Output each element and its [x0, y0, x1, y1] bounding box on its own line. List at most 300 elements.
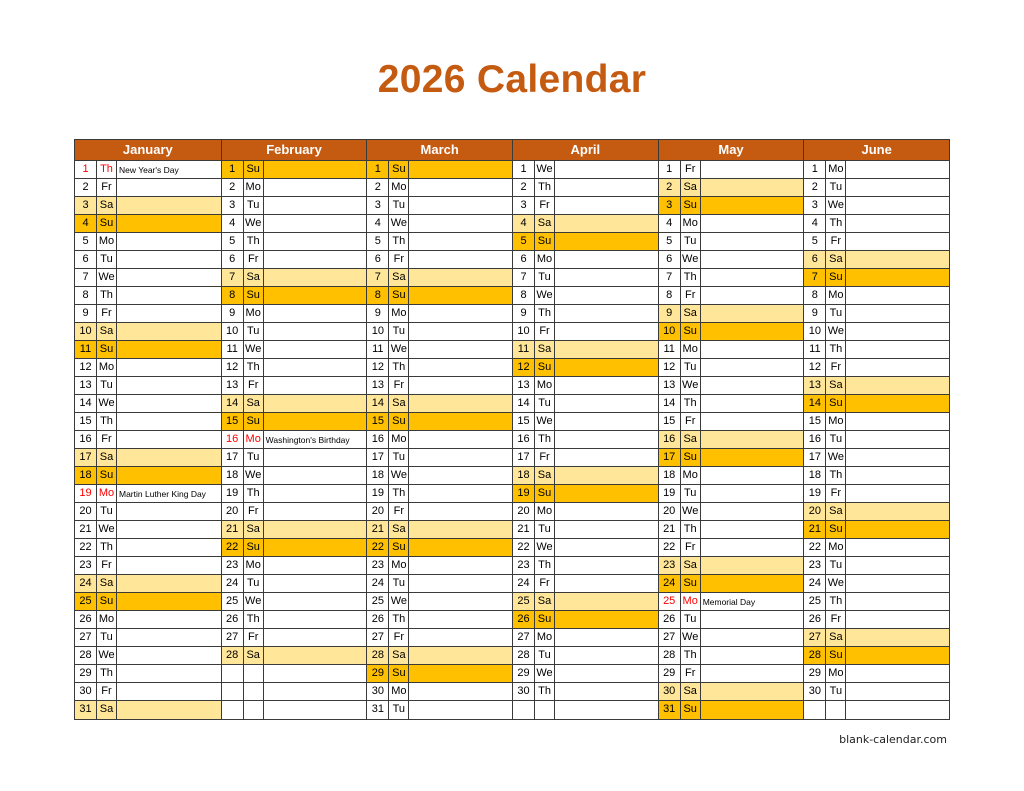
notes-cell [264, 323, 367, 340]
day-number: 12 [513, 359, 535, 376]
day-number: 7 [367, 269, 389, 286]
day-row [75, 377, 221, 395]
weekday-abbr: We [389, 467, 409, 484]
weekday-abbr: Th [826, 467, 846, 484]
day-number: 16 [804, 431, 826, 448]
day-number: 23 [222, 557, 244, 574]
day-number: 18 [222, 467, 244, 484]
day-number: 3 [804, 197, 826, 214]
day-number: 5 [75, 233, 97, 250]
notes-cell [117, 611, 221, 628]
day-row [804, 395, 949, 413]
day-row [513, 431, 658, 449]
notes-cell [117, 521, 221, 538]
day-number: 12 [367, 359, 389, 376]
day-row [659, 575, 804, 593]
day-number: 26 [222, 611, 244, 628]
day-number: 14 [659, 395, 681, 412]
notes-cell [555, 575, 658, 592]
weekday-abbr: Su [681, 323, 701, 340]
day-number: 16 [367, 431, 389, 448]
notes-cell [409, 341, 512, 358]
day-row [513, 611, 658, 629]
day-row [222, 197, 367, 215]
day-number: 25 [367, 593, 389, 610]
day-number: 9 [75, 305, 97, 322]
day-row [513, 395, 658, 413]
weekday-abbr: Fr [681, 665, 701, 682]
weekday-abbr: We [97, 395, 117, 412]
day-number: 26 [367, 611, 389, 628]
weekday-abbr: Mo [535, 503, 555, 520]
weekday-abbr: Tu [244, 323, 264, 340]
weekday-abbr: Fr [535, 197, 555, 214]
day-row [513, 305, 658, 323]
weekday-abbr: Tu [244, 197, 264, 214]
day-number: 29 [659, 665, 681, 682]
weekday-abbr: Tu [681, 233, 701, 250]
notes-cell [555, 485, 658, 502]
weekday-abbr: We [535, 161, 555, 178]
weekday-abbr: Tu [535, 269, 555, 286]
holiday-row [222, 431, 367, 449]
day-row [659, 341, 804, 359]
day-number: 10 [222, 323, 244, 340]
weekday-abbr: We [389, 341, 409, 358]
day-row [222, 485, 367, 503]
day-number: 11 [513, 341, 535, 358]
day-number: 8 [367, 287, 389, 304]
day-row [75, 701, 221, 719]
day-row [222, 539, 367, 557]
weekday-abbr: Sa [535, 593, 555, 610]
weekday-abbr: Tu [244, 449, 264, 466]
day-number: 5 [513, 233, 535, 250]
weekday-abbr: Th [681, 395, 701, 412]
weekday-abbr: We [535, 413, 555, 430]
notes-cell [264, 359, 367, 376]
day-row [804, 377, 949, 395]
day-number: 22 [75, 539, 97, 556]
notes-cell [409, 593, 512, 610]
notes-cell [555, 611, 658, 628]
notes-cell [846, 665, 949, 682]
day-number: 2 [222, 179, 244, 196]
notes-cell [117, 683, 221, 700]
notes-cell [264, 233, 367, 250]
holiday-label: Martin Luther King Day [119, 489, 206, 499]
notes-cell [846, 539, 949, 556]
day-row [367, 305, 512, 323]
weekday-abbr: Tu [389, 575, 409, 592]
holiday-label: New Year's Day [119, 165, 179, 175]
day-number: 22 [222, 539, 244, 556]
notes-cell [264, 701, 367, 719]
notes-cell [701, 215, 804, 232]
notes-cell [555, 197, 658, 214]
day-number: 28 [513, 647, 535, 664]
notes-cell [701, 197, 804, 214]
weekday-abbr: Sa [826, 251, 846, 268]
notes-cell [264, 395, 367, 412]
day-number: 27 [222, 629, 244, 646]
day-row [513, 575, 658, 593]
day-number [804, 701, 826, 719]
notes-cell [701, 575, 804, 592]
day-number: 2 [75, 179, 97, 196]
day-number: 29 [75, 665, 97, 682]
day-number: 8 [659, 287, 681, 304]
notes-cell [555, 467, 658, 484]
day-number: 20 [75, 503, 97, 520]
weekday-abbr: Th [97, 413, 117, 430]
day-number: 4 [367, 215, 389, 232]
day-number: 5 [804, 233, 826, 250]
weekday-abbr: Tu [389, 449, 409, 466]
day-row [222, 287, 367, 305]
day-row [804, 539, 949, 557]
weekday-abbr: Th [97, 539, 117, 556]
day-number: 17 [804, 449, 826, 466]
month-header: February [222, 140, 367, 161]
day-row [222, 611, 367, 629]
day-number: 24 [659, 575, 681, 592]
day-number: 29 [513, 665, 535, 682]
notes-cell [409, 251, 512, 268]
day-row [659, 665, 804, 683]
weekday-abbr: Th [826, 341, 846, 358]
day-number: 14 [75, 395, 97, 412]
day-number [513, 701, 535, 719]
month-april [512, 140, 658, 719]
day-row [804, 413, 949, 431]
day-row [222, 413, 367, 431]
day-number: 8 [75, 287, 97, 304]
day-number: 6 [222, 251, 244, 268]
notes-cell [264, 647, 367, 664]
month-header: March [367, 140, 512, 161]
day-row [222, 359, 367, 377]
day-number: 30 [659, 683, 681, 700]
day-number: 14 [367, 395, 389, 412]
weekday-abbr: Su [389, 287, 409, 304]
day-number: 12 [804, 359, 826, 376]
notes-cell [555, 593, 658, 610]
notes-cell [846, 287, 949, 304]
month-may [658, 140, 804, 719]
holiday-row [659, 593, 804, 611]
notes-cell [846, 629, 949, 646]
day-row [513, 413, 658, 431]
notes-cell [264, 377, 367, 394]
day-number: 13 [367, 377, 389, 394]
weekday-abbr: Mo [826, 413, 846, 430]
day-row [804, 179, 949, 197]
day-number: 15 [659, 413, 681, 430]
day-number: 31 [367, 701, 389, 719]
weekday-abbr: Sa [97, 701, 117, 719]
day-number: 23 [367, 557, 389, 574]
day-number: 30 [513, 683, 535, 700]
weekday-abbr: Su [826, 647, 846, 664]
empty-day-row [513, 701, 658, 719]
day-number: 22 [513, 539, 535, 556]
weekday-abbr: Tu [97, 377, 117, 394]
weekday-abbr: Sa [681, 305, 701, 322]
page-title: 2026 Calendar [377, 58, 647, 101]
weekday-abbr: Mo [244, 431, 264, 448]
weekday-abbr [244, 701, 264, 719]
day-number: 10 [804, 323, 826, 340]
weekday-abbr: Fr [389, 377, 409, 394]
notes-cell [409, 215, 512, 232]
weekday-abbr: Sa [681, 431, 701, 448]
notes-cell [117, 377, 221, 394]
day-number: 6 [75, 251, 97, 268]
day-row [367, 215, 512, 233]
notes-cell [846, 179, 949, 196]
day-number: 1 [659, 161, 681, 178]
weekday-abbr: Fr [244, 503, 264, 520]
weekday-abbr: Th [535, 179, 555, 196]
day-number: 10 [513, 323, 535, 340]
weekday-abbr: We [826, 449, 846, 466]
weekday-abbr: Mo [244, 557, 264, 574]
notes-cell [117, 665, 221, 682]
notes-cell [117, 197, 221, 214]
day-row [804, 521, 949, 539]
notes-cell [846, 431, 949, 448]
notes-cell [555, 215, 658, 232]
month-march [366, 140, 512, 719]
weekday-abbr: Su [389, 413, 409, 430]
weekday-abbr: Fr [97, 557, 117, 574]
day-row [513, 665, 658, 683]
day-number: 14 [222, 395, 244, 412]
notes-cell [117, 449, 221, 466]
day-number: 4 [513, 215, 535, 232]
weekday-abbr: Sa [97, 449, 117, 466]
day-row [75, 593, 221, 611]
weekday-abbr: Sa [389, 269, 409, 286]
notes-cell [117, 341, 221, 358]
weekday-abbr: We [826, 575, 846, 592]
notes-cell [264, 269, 367, 286]
day-row [513, 503, 658, 521]
day-row [222, 269, 367, 287]
month-header: January [75, 140, 221, 161]
day-row [804, 269, 949, 287]
weekday-abbr: Su [244, 287, 264, 304]
day-row [659, 701, 804, 719]
notes-cell [846, 683, 949, 700]
weekday-abbr: Fr [535, 449, 555, 466]
weekday-abbr: Tu [826, 179, 846, 196]
day-row [513, 485, 658, 503]
holiday-label: Washington's Birthday [265, 435, 350, 445]
day-number: 29 [367, 665, 389, 682]
notes-cell [846, 575, 949, 592]
weekday-abbr: Mo [681, 593, 701, 610]
weekday-abbr: Tu [97, 503, 117, 520]
weekday-abbr [826, 701, 846, 719]
day-row [75, 449, 221, 467]
notes-cell [701, 341, 804, 358]
day-number: 16 [659, 431, 681, 448]
day-number: 30 [75, 683, 97, 700]
notes-cell [264, 665, 367, 682]
weekday-abbr: Fr [244, 377, 264, 394]
day-row [367, 359, 512, 377]
day-number: 15 [222, 413, 244, 430]
day-number: 6 [367, 251, 389, 268]
notes-cell [846, 647, 949, 664]
notes-cell [264, 521, 367, 538]
notes-cell [117, 503, 221, 520]
day-row [804, 503, 949, 521]
day-number: 24 [513, 575, 535, 592]
day-number: 25 [513, 593, 535, 610]
day-row [367, 575, 512, 593]
notes-cell [555, 683, 658, 700]
weekday-abbr: We [826, 323, 846, 340]
day-row [513, 287, 658, 305]
day-row [75, 287, 221, 305]
day-number: 3 [659, 197, 681, 214]
day-number: 14 [804, 395, 826, 412]
weekday-abbr: Th [389, 611, 409, 628]
day-row [659, 161, 804, 179]
day-number: 26 [75, 611, 97, 628]
day-number: 25 [222, 593, 244, 610]
notes-cell [846, 611, 949, 628]
notes-cell [409, 269, 512, 286]
weekday-abbr: Sa [535, 215, 555, 232]
notes-cell [701, 611, 804, 628]
notes-cell [409, 611, 512, 628]
weekday-abbr: Su [535, 233, 555, 250]
notes-cell [264, 305, 367, 322]
weekday-abbr: Th [244, 233, 264, 250]
day-row [367, 467, 512, 485]
day-number [222, 683, 244, 700]
day-row [75, 575, 221, 593]
weekday-abbr: We [97, 647, 117, 664]
day-number: 20 [513, 503, 535, 520]
weekday-abbr: Fr [97, 179, 117, 196]
notes-cell [117, 233, 221, 250]
day-number: 6 [659, 251, 681, 268]
day-row [75, 647, 221, 665]
weekday-abbr: Fr [97, 431, 117, 448]
notes-cell [409, 377, 512, 394]
day-number: 20 [367, 503, 389, 520]
weekday-abbr: Th [244, 485, 264, 502]
notes-cell [701, 251, 804, 268]
day-number: 17 [75, 449, 97, 466]
weekday-abbr: Su [681, 701, 701, 719]
day-number: 9 [367, 305, 389, 322]
day-number: 3 [75, 197, 97, 214]
day-row [659, 431, 804, 449]
weekday-abbr: Th [244, 359, 264, 376]
empty-day-row [222, 701, 367, 719]
day-row [75, 521, 221, 539]
notes-cell [701, 557, 804, 574]
day-number: 2 [659, 179, 681, 196]
notes-cell [117, 287, 221, 304]
holiday-row [75, 161, 221, 179]
day-row [75, 197, 221, 215]
notes-cell [117, 179, 221, 196]
day-row [222, 341, 367, 359]
weekday-abbr: Fr [535, 575, 555, 592]
day-row [367, 341, 512, 359]
day-number: 28 [659, 647, 681, 664]
day-row [804, 161, 949, 179]
day-number: 13 [659, 377, 681, 394]
day-number: 21 [804, 521, 826, 538]
day-number: 11 [659, 341, 681, 358]
day-number: 16 [222, 431, 244, 448]
day-row [75, 179, 221, 197]
day-row [659, 413, 804, 431]
day-number: 7 [513, 269, 535, 286]
day-row [804, 647, 949, 665]
weekday-abbr: Fr [244, 251, 264, 268]
notes-cell [846, 305, 949, 322]
day-number: 27 [804, 629, 826, 646]
day-row [513, 521, 658, 539]
day-number: 18 [513, 467, 535, 484]
notes-cell [117, 557, 221, 574]
day-row [513, 629, 658, 647]
weekday-abbr: Th [97, 161, 117, 178]
day-number: 15 [367, 413, 389, 430]
weekday-abbr: Mo [535, 251, 555, 268]
day-number: 17 [659, 449, 681, 466]
day-row [804, 557, 949, 575]
notes-cell [846, 449, 949, 466]
day-row [222, 395, 367, 413]
notes-cell [555, 341, 658, 358]
notes-cell [701, 521, 804, 538]
weekday-abbr: Su [826, 269, 846, 286]
notes-cell [264, 413, 367, 430]
day-row [513, 233, 658, 251]
weekday-abbr: Su [97, 341, 117, 358]
day-number: 19 [804, 485, 826, 502]
day-row [367, 431, 512, 449]
notes-cell [701, 647, 804, 664]
weekday-abbr: Tu [681, 485, 701, 502]
day-row [367, 161, 512, 179]
weekday-abbr: Th [389, 359, 409, 376]
notes-cell [409, 503, 512, 520]
day-row [659, 395, 804, 413]
notes-cell [555, 521, 658, 538]
day-row [367, 521, 512, 539]
day-number: 20 [804, 503, 826, 520]
weekday-abbr: Su [535, 485, 555, 502]
day-row [804, 629, 949, 647]
notes-cell [555, 647, 658, 664]
day-number: 19 [222, 485, 244, 502]
notes-cell [117, 431, 221, 448]
day-number: 13 [222, 377, 244, 394]
day-number: 2 [367, 179, 389, 196]
weekday-abbr: Su [681, 197, 701, 214]
